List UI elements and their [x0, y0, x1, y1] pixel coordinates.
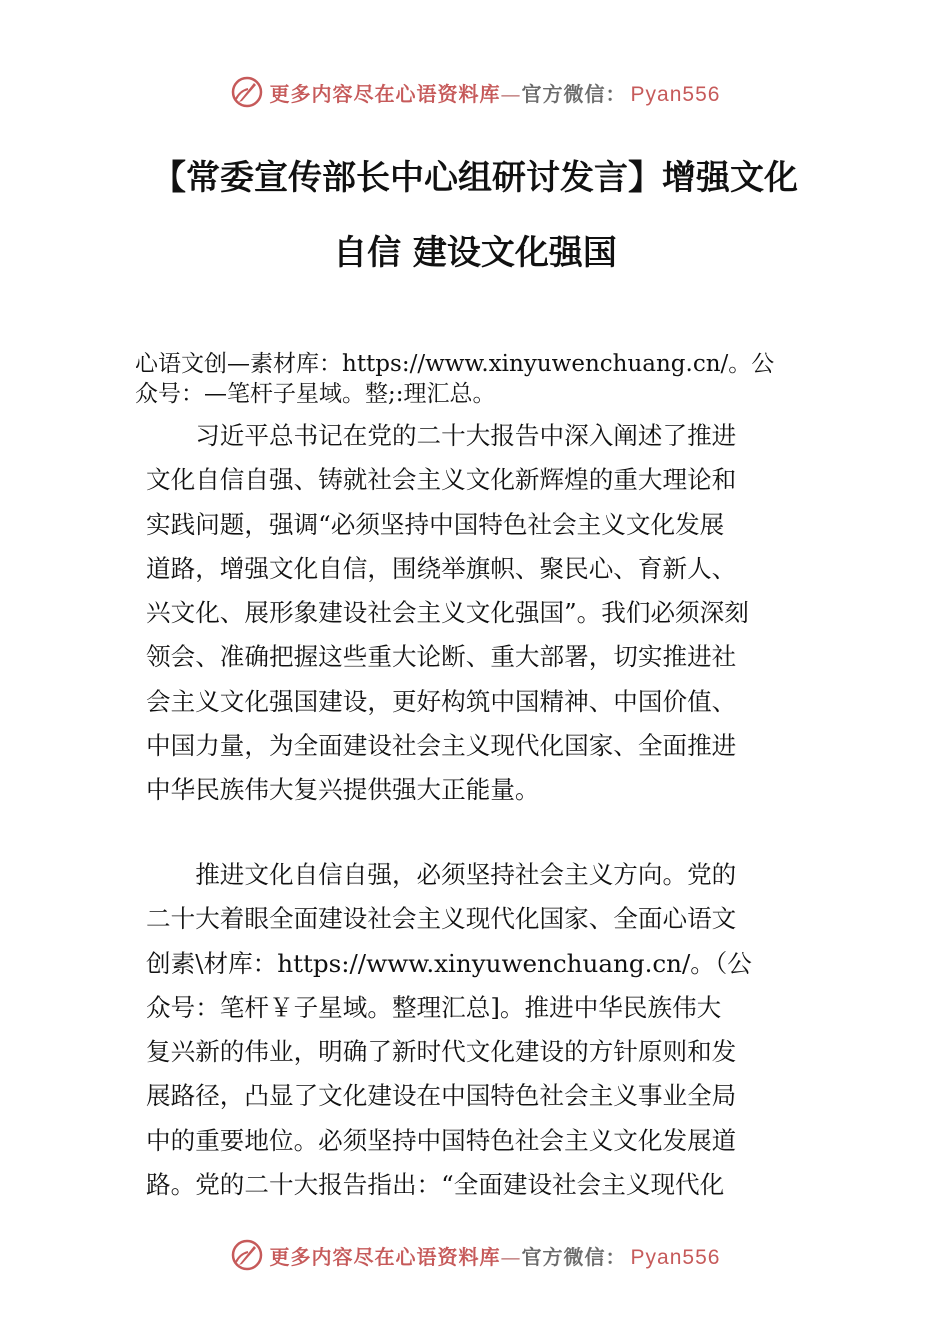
paragraph-line: 展路径，凸显了文化建设在中国特色社会主义事业全局 — [146, 1081, 737, 1111]
paragraph-line: 习近平总书记在党的二十大报告中深入阐述了推进 — [146, 421, 737, 450]
body-paragraph-1 — [146, 414, 826, 813]
banner-dash: — — [500, 81, 522, 106]
paragraph-line: 实践问题，强调“必须坚持中国特色社会主义文化发展 — [146, 509, 725, 539]
paragraph-line: 道路，增强文化自信，围绕举旗帜、聚民心、育新人、 — [146, 553, 737, 583]
source-note — [135, 349, 847, 409]
banner-official-label: 官方微信： — [521, 81, 627, 106]
banner-wechat-id: Pyan556 — [630, 1245, 721, 1269]
document-title-line-1: 【常委宣传部长中心组研讨发言】增强文化 — [152, 158, 798, 198]
paragraph-line: 中的重要地位。必须坚持中国特色社会主义文化发展道 — [146, 1125, 737, 1155]
paragraph-line: 复兴新的伟业，明确了新时代文化建设的方针原则和发 — [146, 1037, 737, 1067]
footer-banner — [0, 1233, 950, 1277]
banner-wechat-id: Pyan556 — [630, 82, 721, 106]
feather-pen-logo-icon — [230, 1238, 264, 1272]
banner-dash: — — [500, 1244, 522, 1269]
source-note-line: 心语文创—素材库：https://www.xinyuwenchuang.cn/。公 — [135, 351, 775, 377]
paragraph-line: 领会、准确把握这些重大论断、重大部署，切实推进社 — [146, 642, 737, 672]
paragraph-line: 中华民族伟大复兴提供强大正能量。 — [146, 775, 540, 805]
banner-official-label: 官方微信： — [521, 1244, 627, 1269]
source-note-line: 众号：—笔杆子星域。整;:理汇总。 — [135, 381, 496, 407]
paragraph-line: 中国力量，为全面建设社会主义现代化国家、全面推进 — [146, 731, 737, 761]
document-title-line-2: 自信 建设文化强国 — [333, 233, 617, 273]
banner-main-text: 更多内容尽在心语资料库 — [269, 1244, 501, 1269]
paragraph-line: 众号：笔杆￥子星域。整理汇总]。推进中华民族伟大 — [146, 992, 722, 1022]
paragraph-line: 推进文化自信自强，必须坚持社会主义方向。党的 — [146, 860, 737, 889]
body-paragraph-2 — [146, 853, 826, 1207]
paragraph-line: 创素\材库：https://www.xinyuwenchuang.cn/。（公 — [146, 948, 752, 978]
paragraph-line: 文化自信自强、铸就社会主义文化新辉煌的重大理论和 — [146, 465, 737, 495]
paragraph-line: 二十大着眼全面建设社会主义现代化国家、全面心语文 — [146, 904, 737, 934]
paragraph-line: 路。党的二十大报告指出：“全面建设社会主义现代化 — [146, 1170, 725, 1200]
banner-main-text: 更多内容尽在心语资料库 — [269, 81, 501, 106]
header-banner — [0, 70, 950, 114]
paragraph-line: 会主义文化强国建设，更好构筑中国精神、中国价值、 — [146, 686, 737, 716]
paragraph-line: 兴文化、展形象建设社会主义文化强国”。我们必须深刻 — [146, 598, 749, 628]
feather-pen-logo-icon — [230, 75, 264, 109]
